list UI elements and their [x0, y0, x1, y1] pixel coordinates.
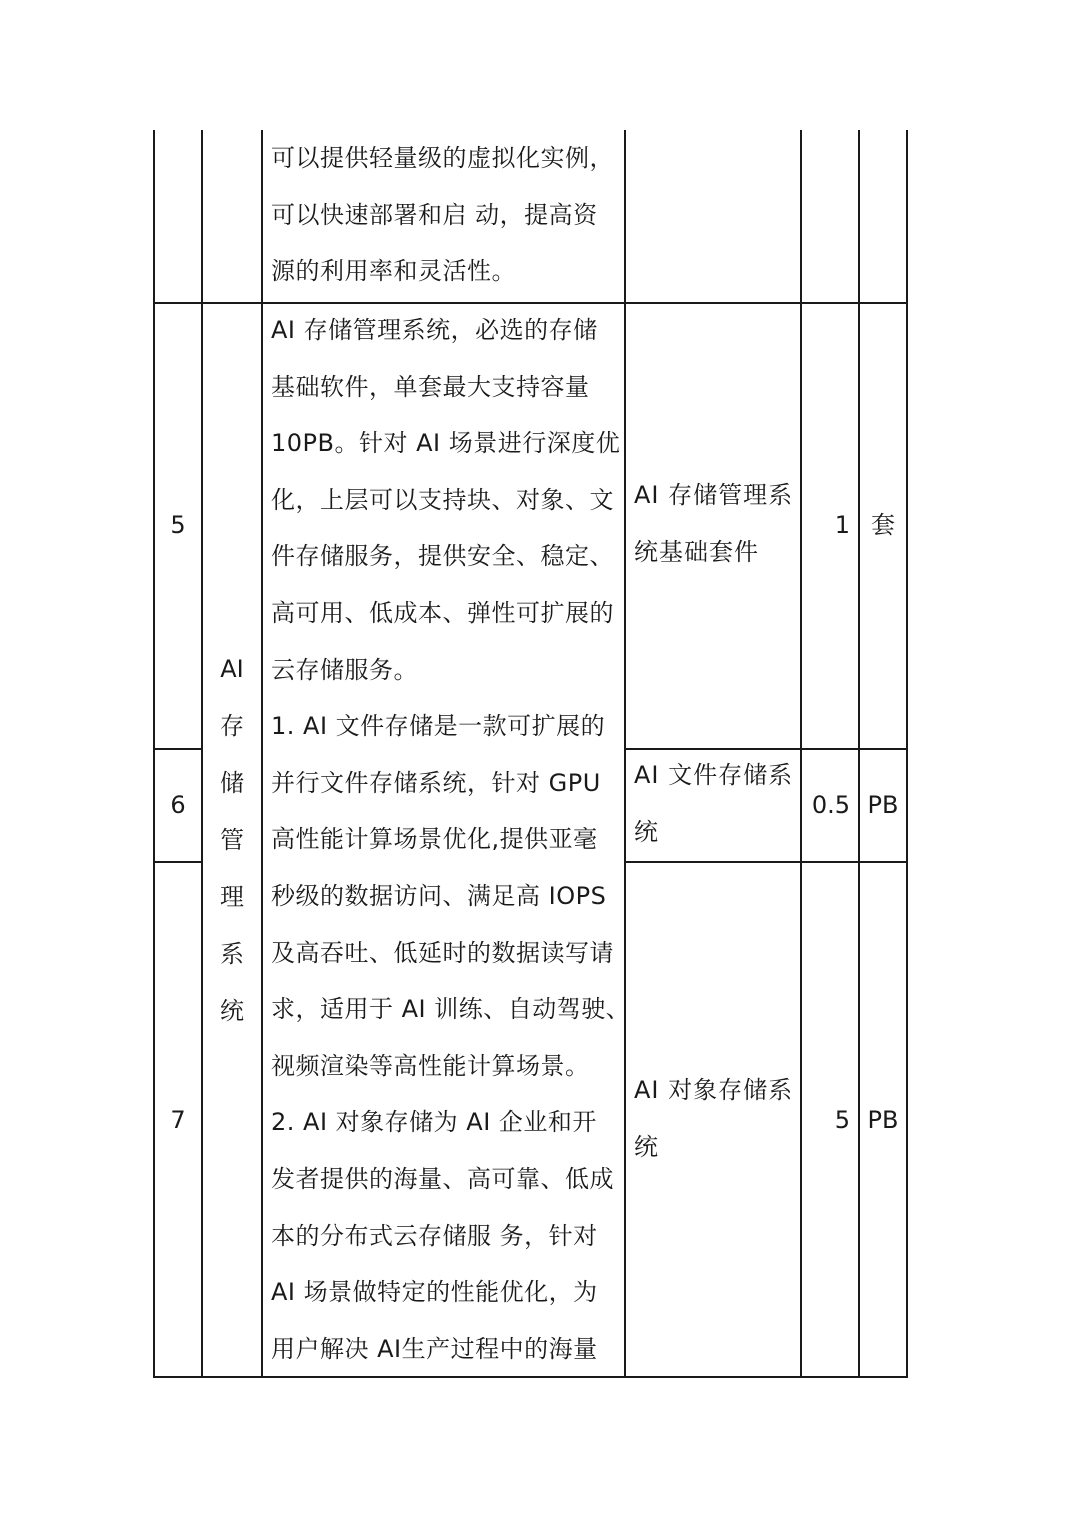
description-line: 视频渲染等高性能计算场景。 [271, 1051, 590, 1080]
group-description [271, 302, 630, 1377]
row-divider-index-5-6 [153, 748, 203, 750]
category-cell [203, 641, 261, 1040]
item-quantity: 5 [834, 1106, 850, 1134]
table-border-left [153, 130, 155, 1378]
description-line: 秒级的数据访问、满足高 IOPS [271, 881, 607, 910]
row-index: 5 [170, 511, 186, 539]
category-char: 系 [220, 940, 244, 968]
continued-description [271, 130, 614, 300]
row-divider-index-6-7 [153, 861, 203, 863]
item-name-line: AI 对象存储系 [634, 1076, 794, 1104]
description-line: 云存储服务。 [271, 655, 418, 684]
description-line: 基础软件，单套最大支持容量 [271, 372, 590, 401]
row-index: 7 [170, 1106, 186, 1134]
description-line: 用户解决 AI生产过程中的海量 [271, 1334, 598, 1363]
description-line: 源的利用率和灵活性。 [271, 257, 516, 286]
column-divider-category [261, 130, 263, 1378]
category-char: 储 [220, 769, 244, 797]
description-line: 件存储服务，提供安全、稳定、 [271, 542, 614, 571]
category-char: 管 [220, 826, 244, 854]
item-name-line: AI 存储管理系 [634, 481, 794, 509]
description-line: 发者提供的海量、高可靠、低成 [271, 1164, 614, 1193]
item-name [634, 747, 793, 861]
item-name-line: 统 [634, 818, 659, 846]
description-line: 可以提供轻量级的虚拟化实例， [271, 144, 614, 172]
table-border-right [906, 130, 908, 1378]
item-name [634, 1062, 793, 1176]
description-line: 及高吞吐、低延时的数据读写请 [271, 938, 614, 967]
item-quantity: 0.5 [811, 791, 850, 819]
column-divider-quantity [858, 130, 860, 1378]
description-line: 并行文件存储系统，针对 GPU [271, 768, 601, 797]
item-unit: 套 [871, 511, 895, 539]
item-name [634, 467, 793, 581]
description-line: 高性能计算场景优化,提供亚毫 [271, 825, 598, 854]
description-line: 化，上层可以支持块、对象、文 [271, 485, 614, 514]
description-line: 2. AI 对象存储为 AI 企业和开 [271, 1108, 597, 1137]
category-char: 存 [220, 712, 244, 740]
item-name-line: AI 文件存储系 [634, 761, 794, 789]
description-line: 求，适用于 AI 训练、自动驾驶、 [271, 995, 631, 1024]
description-line: 本的分布式云存储服 务，针对 [271, 1221, 598, 1250]
description-line: AI 场景做特定的性能优化，为 [271, 1278, 598, 1307]
item-unit: PB [867, 791, 899, 819]
item-name-line: 统 [634, 1133, 659, 1161]
category-char: AI [220, 655, 244, 683]
description-line: 10PB。针对 AI 场景进行深度优 [271, 429, 621, 458]
item-name-line: 统基础套件 [634, 538, 759, 566]
category-char: 理 [220, 883, 244, 911]
description-line: AI 存储管理系统，必选的存储 [271, 316, 598, 344]
description-line: 可以快速部署和启 动，提高资 [271, 200, 598, 229]
column-divider-name [800, 130, 802, 1378]
row-index: 6 [170, 791, 186, 819]
category-char: 统 [220, 997, 244, 1025]
description-line: 1. AI 文件存储是一款可扩展的 [271, 712, 606, 741]
item-quantity: 1 [834, 511, 850, 539]
description-line: 高可用、低成本、弹性可扩展的 [271, 598, 614, 627]
row-divider-name-6-7 [624, 861, 908, 863]
item-unit: PB [867, 1106, 899, 1134]
